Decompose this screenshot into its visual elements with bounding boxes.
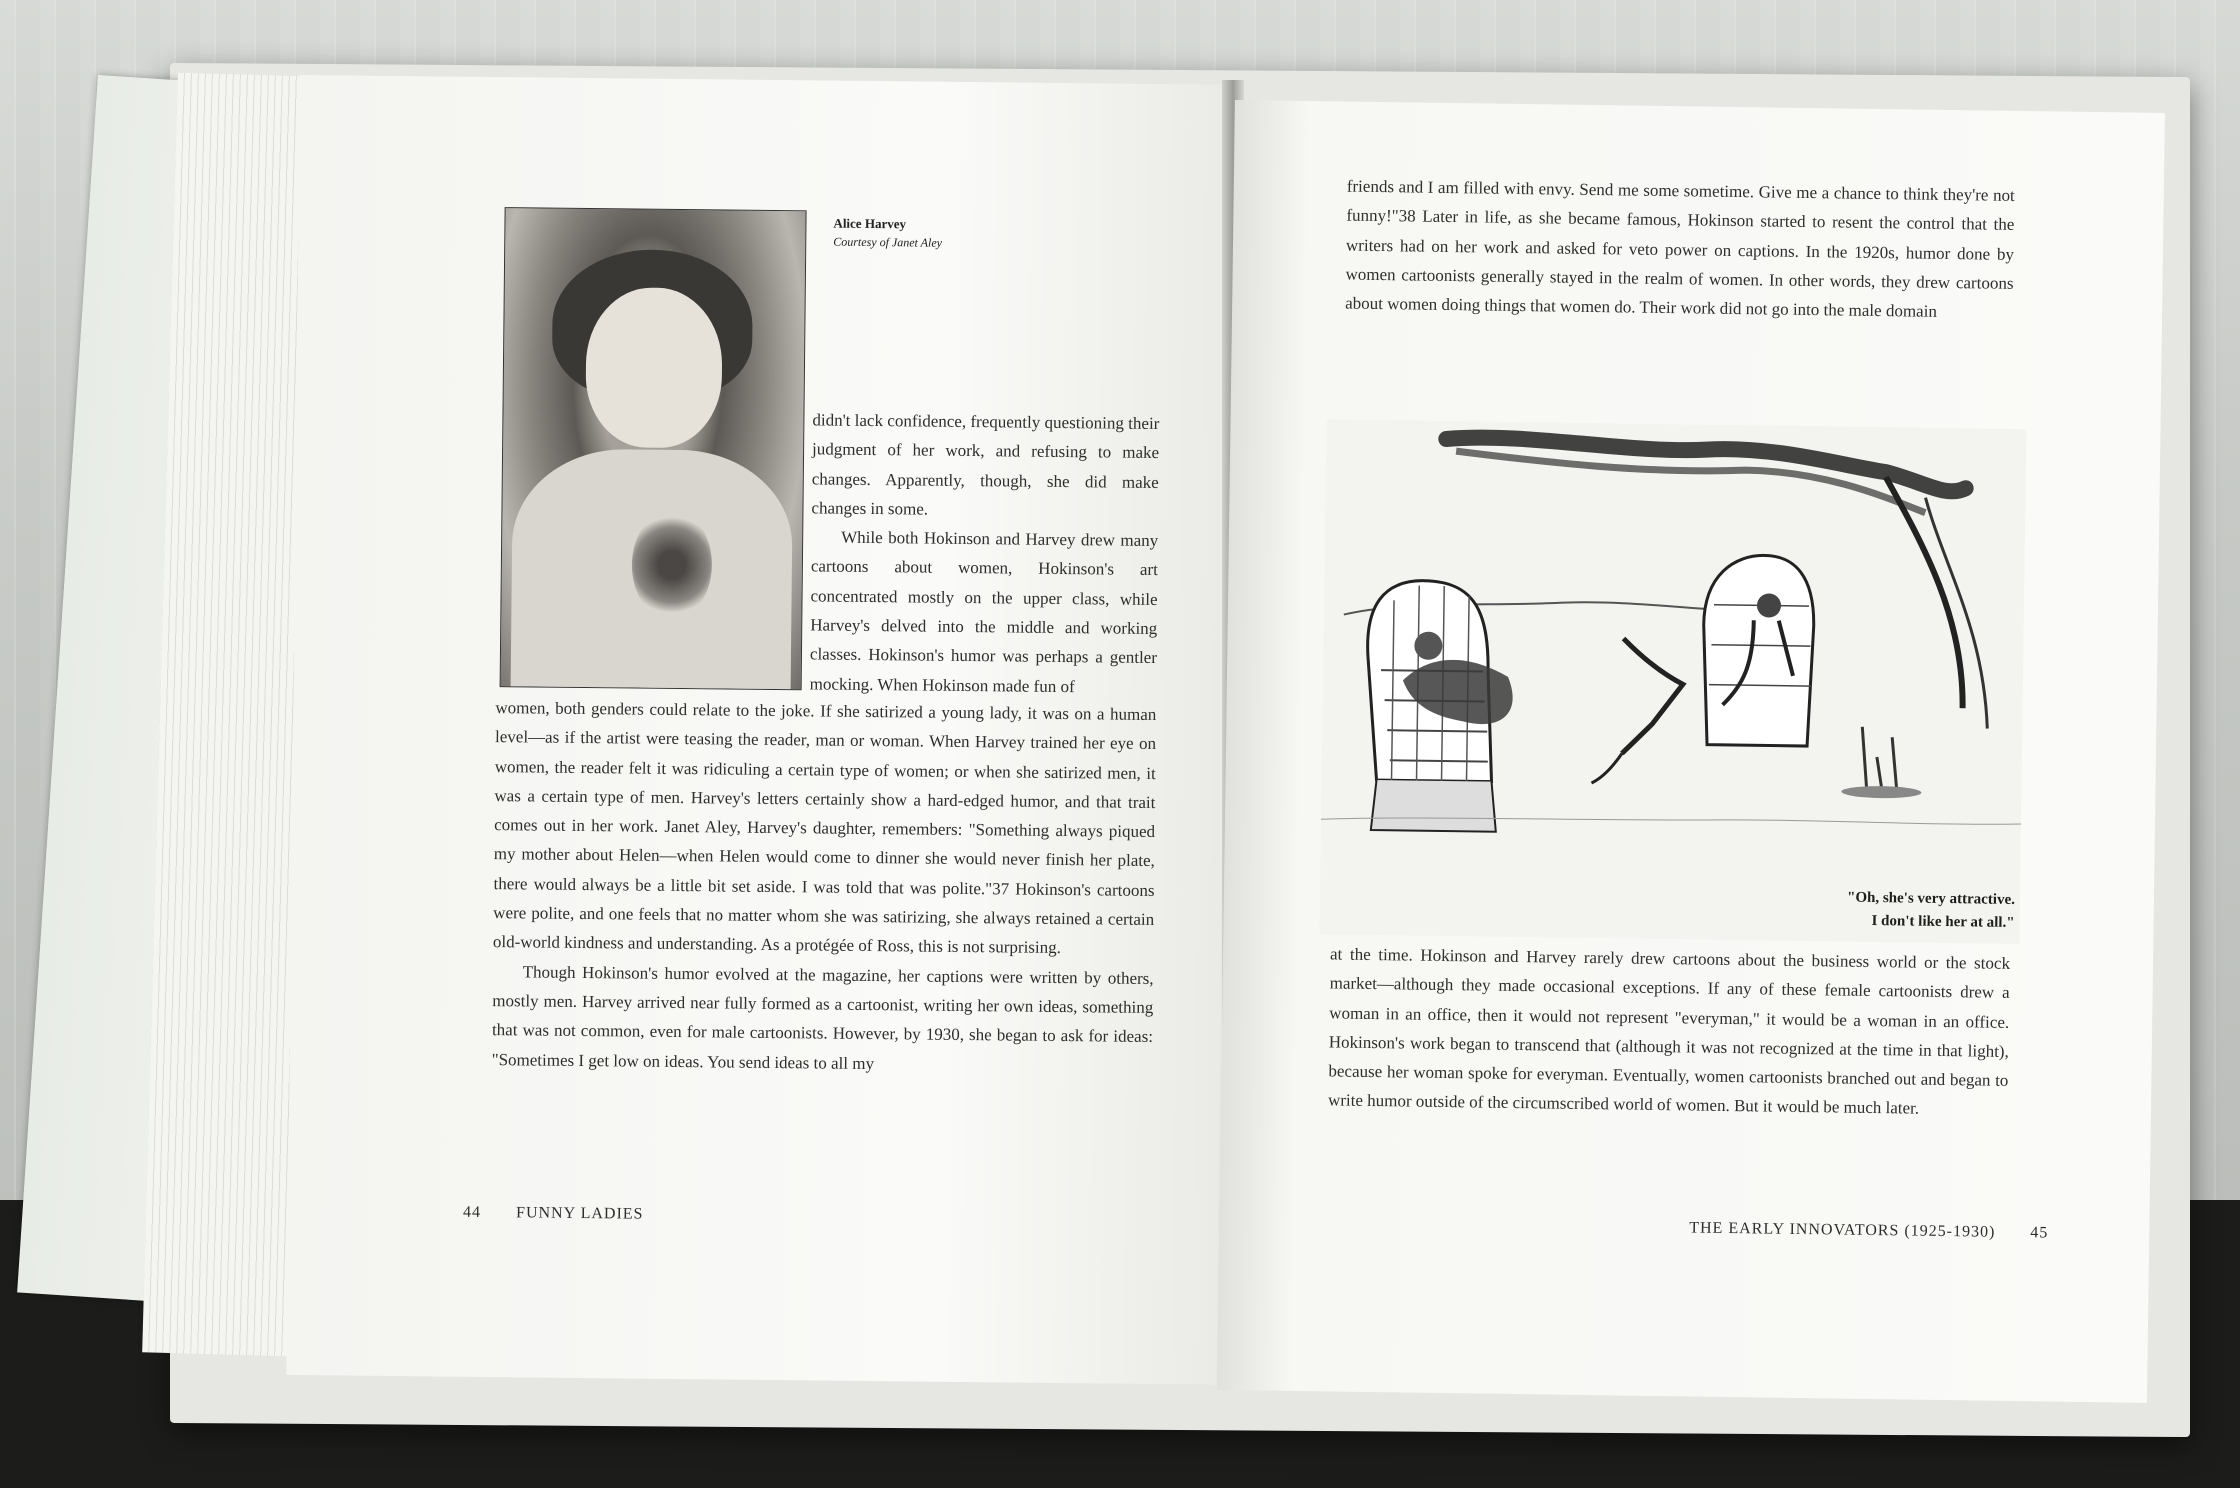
paragraph: at the time. Hokinson and Harvey rarely drew cartoons about the business world or the stock market—although they made occasional exceptions. If any of these female cartoonists drew a woman in an office, then it would not represent "everyman," it would be a woman in an office. Hokinson's work began to transcend that (although it was not recognized at the time in that light), because her woman spoke for everyman. Eventually, women cartoonists branched out and began to write humor outside of the circumscribed world of women. But it would be much later.	[1327, 944, 2011, 1119]
photo-caption	[833, 214, 942, 253]
left-page	[286, 75, 1230, 1385]
left-folio	[463, 1204, 644, 1224]
portrait-photo	[500, 207, 807, 690]
right-text-bottom	[1328, 939, 2010, 1124]
paragraph: While both Hokinson and Harvey drew many cartoons about women, Hokinson's art concentrated mostly on the upper class, while Harvey's delved into the middle and working classes. Hokinson's humor was perhaps a gentler mocking. When Hokinson made fun of	[809, 527, 1159, 696]
right-page	[1217, 100, 2165, 1403]
right-folio	[1689, 1219, 2048, 1242]
right-text-top	[1345, 172, 2015, 328]
paragraph: Though Hokinson's humor evolved at the magazine, her captions were written by others, mostly men. Harvey arrived near fully formed as a cartoonist, writing her own ideas, something that was not common, even for male cartoonists. However, by 1930, she began to ask for ideas: "Sometimes I get low on ideas. You send ideas to all my	[491, 962, 1154, 1073]
page-number: 44	[463, 1203, 482, 1221]
paragraph: friends and I am filled with envy. Send me some sometime. Give me a chance to think they're not funny!"38 Later in life, as she became famous, Hokinson started to resent the control that the writers had on her work and asked for veto power on captions. In the 1920s, humor done by women cartoonists generally stayed in the realm of women. In other words, they drew cartoons about women doing things that women do. Their work did not go into the male domain	[1345, 176, 2015, 322]
left-text-column	[810, 405, 1160, 702]
caption-name: Alice Harvey	[833, 215, 907, 232]
paragraph: women, both genders could relate to the joke. If she satirized a young lady, it was on a human level—as if the artist were teasing the reader, man or woman. When Harvey trained her eye on women, the reader felt it was ridiculing a certain type of women; or when she satirized men, it was a certain type of men. Harvey's letters certainly show a hard-edged humor, and that trait comes out in her work. Janet Aley, Harvey's daughter, remembers: "Something always piqued my mother about Helen—when Helen would come to dinner she would never finish her plate, there would always be a little bit set aside. I was told that was polite."37 Hokinson's cartoons were polite, and one feels that no matter whom she was satirizing, she always retained a certain old-world kindness and understanding. As a protégée of Ross, this is not surprising.	[492, 698, 1157, 958]
portrait-face	[585, 287, 723, 448]
running-head: THE EARLY INNOVATORS (1925-1930)	[1689, 1219, 1996, 1241]
left-text-full-width	[492, 693, 1157, 1081]
cartoon-caption: "Oh, she's very attractive. I don't like her at all."	[1846, 889, 2016, 931]
running-head: FUNNY LADIES	[516, 1204, 644, 1223]
caption-credit: Courtesy of Janet Aley	[833, 234, 943, 250]
cartoon-illustration	[1319, 419, 2026, 944]
cartoon-drawing	[1319, 419, 2026, 944]
page-number: 45	[2030, 1224, 2049, 1242]
paragraph: didn't lack confidence, frequently questioning their judgment of her work, and refusing to make changes. Apparently, though, she did make changes in some.	[811, 410, 1160, 519]
